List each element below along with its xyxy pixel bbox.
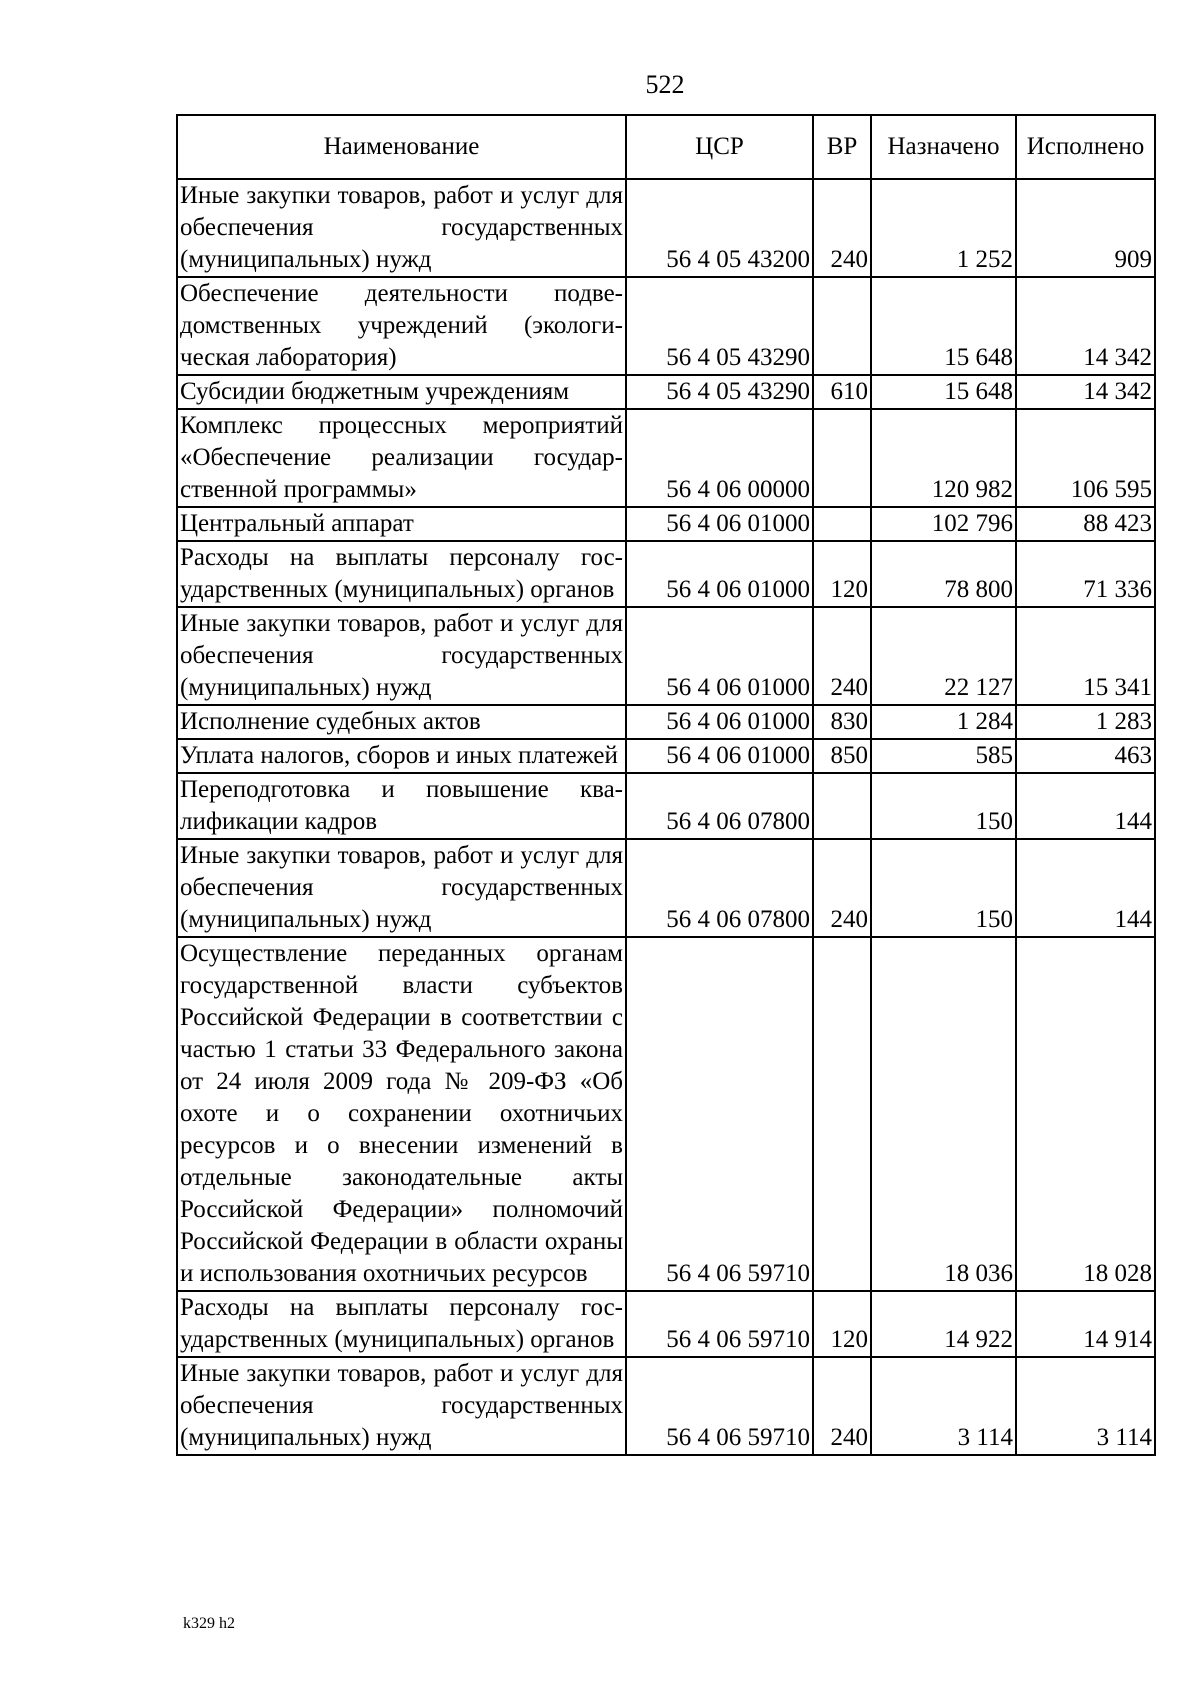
cell-csr: 56 4 06 00000: [626, 409, 813, 507]
cell-assigned: 18 036: [871, 937, 1016, 1291]
table-row: [177, 705, 1155, 739]
cell-name: Комплекс процессных мероприятий «Обеспечение реализации государственной программы»: [177, 409, 626, 507]
column-header-csr: ЦСР: [626, 115, 813, 179]
cell-name: Переподготовка и повышение квалификации кадров: [177, 773, 626, 839]
cell-vr: 850: [813, 739, 871, 773]
cell-csr: 56 4 06 01000: [626, 705, 813, 739]
cell-assigned: 15 648: [871, 375, 1016, 409]
table-row: [177, 1357, 1155, 1455]
table-row: [177, 1291, 1155, 1357]
cell-assigned: 15 648: [871, 277, 1016, 375]
cell-assigned: 14 922: [871, 1291, 1016, 1357]
cell-vr: [813, 409, 871, 507]
cell-name: Субсидии бюджетным учреждениям: [177, 375, 626, 409]
budget-table: [176, 114, 1156, 1456]
cell-vr: [813, 773, 871, 839]
cell-vr: 240: [813, 839, 871, 937]
table-header-row: [177, 115, 1155, 179]
cell-assigned: 22 127: [871, 607, 1016, 705]
cell-executed: 88 423: [1016, 507, 1155, 541]
table-row: [177, 739, 1155, 773]
cell-csr: 56 4 05 43200: [626, 179, 813, 277]
cell-executed: 71 336: [1016, 541, 1155, 607]
table-row: [177, 507, 1155, 541]
cell-csr: 56 4 06 01000: [626, 739, 813, 773]
cell-vr: 240: [813, 179, 871, 277]
column-header-name: Наименование: [177, 115, 626, 179]
cell-csr: 56 4 06 01000: [626, 607, 813, 705]
cell-assigned: 102 796: [871, 507, 1016, 541]
cell-executed: 463: [1016, 739, 1155, 773]
cell-vr: [813, 507, 871, 541]
table-row: [177, 607, 1155, 705]
cell-csr: 56 4 06 01000: [626, 507, 813, 541]
table-row: [177, 541, 1155, 607]
cell-executed: 106 595: [1016, 409, 1155, 507]
cell-assigned: 585: [871, 739, 1016, 773]
cell-name: Обеспечение деятельности подведомственных учреждений (экологическая лаборатория): [177, 277, 626, 375]
cell-assigned: 1 252: [871, 179, 1016, 277]
column-header-executed: Исполнено: [1016, 115, 1155, 179]
cell-name: Иные закупки товаров, работ и услуг для обеспечения государственных (муниципальных) нужд: [177, 607, 626, 705]
column-header-vr: ВР: [813, 115, 871, 179]
cell-csr: 56 4 06 59710: [626, 1291, 813, 1357]
footer-code: k329 h2: [183, 1615, 235, 1632]
cell-name: Исполнение судебных актов: [177, 705, 626, 739]
cell-vr: 610: [813, 375, 871, 409]
cell-executed: 18 028: [1016, 937, 1155, 1291]
cell-assigned: 150: [871, 839, 1016, 937]
cell-vr: 830: [813, 705, 871, 739]
cell-csr: 56 4 06 59710: [626, 1357, 813, 1455]
cell-executed: 14 342: [1016, 277, 1155, 375]
table-row: [177, 773, 1155, 839]
cell-vr: 240: [813, 607, 871, 705]
cell-name: Иные закупки товаров, работ и услуг для обеспечения государственных (муниципальных) нужд: [177, 839, 626, 937]
cell-csr: 56 4 05 43290: [626, 375, 813, 409]
cell-assigned: 120 982: [871, 409, 1016, 507]
cell-csr: 56 4 06 07800: [626, 773, 813, 839]
column-header-assigned: Назначено: [871, 115, 1016, 179]
cell-csr: 56 4 06 59710: [626, 937, 813, 1291]
table-row: [177, 375, 1155, 409]
cell-assigned: 1 284: [871, 705, 1016, 739]
cell-vr: 120: [813, 1291, 871, 1357]
cell-executed: 144: [1016, 773, 1155, 839]
cell-vr: [813, 937, 871, 1291]
cell-executed: 1 283: [1016, 705, 1155, 739]
cell-vr: 240: [813, 1357, 871, 1455]
table-row: [177, 409, 1155, 507]
cell-executed: 15 341: [1016, 607, 1155, 705]
cell-assigned: 150: [871, 773, 1016, 839]
cell-csr: 56 4 05 43290: [626, 277, 813, 375]
table-row: [177, 839, 1155, 937]
cell-assigned: 3 114: [871, 1357, 1016, 1455]
cell-name: Центральный аппарат: [177, 507, 626, 541]
table-row: [177, 937, 1155, 1291]
cell-name: Уплата налогов, сборов и иных платежей: [177, 739, 626, 773]
cell-name: Осуществление переданных органам государственной власти субъектов Российской Федерации в соответствии с частью 1 статьи 33 Федерального закона от 24 июля 2009 года № 209-ФЗ «Об охоте и о сохранении охотничьих ресурсов и о внесении изменений в отдельные законодательные акты Российской Федерации» полномочий Российской Федерации в области охраны и использования охотничьих ресурсов: [177, 937, 626, 1291]
cell-name: Иные закупки товаров, работ и услуг для обеспечения государственных (муниципальных) нужд: [177, 179, 626, 277]
table-row: [177, 277, 1155, 375]
cell-executed: 144: [1016, 839, 1155, 937]
cell-executed: 14 914: [1016, 1291, 1155, 1357]
cell-vr: [813, 277, 871, 375]
table-row: [177, 179, 1155, 277]
cell-assigned: 78 800: [871, 541, 1016, 607]
cell-name: Расходы на выплаты персоналу государственных (муниципальных) органов: [177, 1291, 626, 1357]
table-body: [177, 179, 1155, 1455]
cell-executed: 909: [1016, 179, 1155, 277]
cell-name: Иные закупки товаров, работ и услуг для обеспечения государственных (муниципальных) нужд: [177, 1357, 626, 1455]
cell-csr: 56 4 06 07800: [626, 839, 813, 937]
page-number: 522: [645, 70, 685, 99]
cell-csr: 56 4 06 01000: [626, 541, 813, 607]
cell-name: Расходы на выплаты персоналу государственных (муниципальных) органов: [177, 541, 626, 607]
cell-executed: 14 342: [1016, 375, 1155, 409]
cell-executed: 3 114: [1016, 1357, 1155, 1455]
cell-vr: 120: [813, 541, 871, 607]
